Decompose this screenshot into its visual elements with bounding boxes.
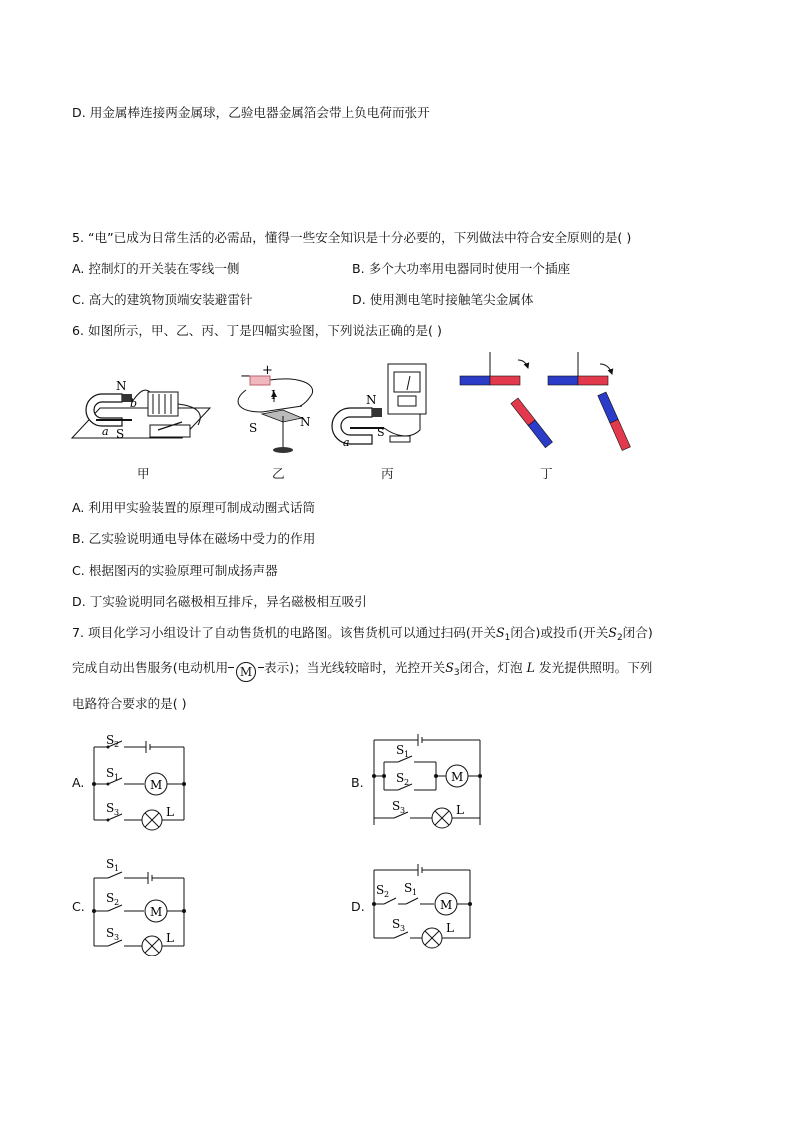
q5-option-c: C. 高大的建筑物顶端安装避雷针 xyxy=(72,292,253,307)
figure-label-ding: 丁 xyxy=(540,466,553,481)
figure-label-yi: 乙 xyxy=(272,466,285,481)
jia-letter-s: S xyxy=(116,427,125,441)
q5-stem: 5. “电”已成为日常生活的必需品，懂得一些安全知识是十分必要的，下列做法中符合安全原则的是( ) xyxy=(72,230,632,245)
svg-text:S: S xyxy=(106,801,115,815)
circuit-option-b-label: B. xyxy=(351,775,364,790)
q7-line-2: 完成自动出售服务(电动机用 M 表示)；当光线较暗时，光控开关$S_3$闭合，灯泡 L 发光提供照明。下列 xyxy=(72,658,652,683)
svg-text:1: 1 xyxy=(412,888,418,897)
motor-symbol-icon: M xyxy=(236,662,256,682)
jia-letter-n: N xyxy=(116,379,127,393)
yi-letter-s: S xyxy=(249,421,258,435)
bing-letter-s: S xyxy=(377,426,385,439)
svg-text:3: 3 xyxy=(114,808,120,817)
yi-current-label: I xyxy=(271,388,276,402)
svg-text:2: 2 xyxy=(404,778,410,787)
circuit-option-a-label: A. xyxy=(72,775,85,790)
svg-text:1: 1 xyxy=(114,773,120,782)
bing-letter-a: a xyxy=(343,436,350,449)
figure-label-jia: 甲 xyxy=(137,466,150,481)
q6-stem: 6. 如图所示，甲、乙、丙、丁是四幅实验图，下列说法正确的是( ) xyxy=(72,323,442,338)
q6-option-c: C. 根据图丙的实验原理可制成扬声器 xyxy=(72,563,278,578)
q6-option-b: B. 乙实验说明通电导体在磁场中受力的作用 xyxy=(72,531,316,546)
figure-yi-apparatus xyxy=(238,363,313,453)
svg-text:S: S xyxy=(106,857,115,871)
svg-text:S: S xyxy=(392,917,401,931)
compass-needle-icon xyxy=(262,410,302,422)
svg-text:1: 1 xyxy=(114,864,120,873)
svg-text:S: S xyxy=(376,883,385,897)
circuit-diagram-b xyxy=(366,730,486,830)
jia-letter-b: b xyxy=(130,397,138,410)
circuit-diagram-d xyxy=(366,856,486,956)
svg-text:3: 3 xyxy=(400,924,406,933)
circuit-diagram-c xyxy=(86,856,206,956)
q7-line-3: 电路符合要求的是( ) xyxy=(72,696,187,711)
circuit-option-c-label: C. xyxy=(72,899,85,914)
svg-text:L: L xyxy=(166,931,174,945)
figure-label-bing: 丙 xyxy=(381,466,394,481)
yi-letter-n: N xyxy=(300,415,311,429)
figure-bing-apparatus xyxy=(332,364,426,449)
svg-text:3: 3 xyxy=(114,933,120,942)
svg-text:M: M xyxy=(451,770,464,784)
svg-text:3: 3 xyxy=(400,806,406,815)
svg-text:S: S xyxy=(106,891,115,905)
q6-experiment-figures xyxy=(0,350,794,490)
svg-text:M: M xyxy=(150,778,163,792)
svg-text:2: 2 xyxy=(114,740,120,749)
yi-plus-sign: + xyxy=(262,363,273,378)
svg-text:S: S xyxy=(404,881,413,895)
svg-text:M: M xyxy=(150,905,163,919)
svg-text:S: S xyxy=(396,771,405,785)
figure-jia-apparatus xyxy=(72,379,210,441)
q6-option-d: D. 丁实验说明同名磁极相互排斥，异名磁极相互吸引 xyxy=(72,594,367,609)
svg-text:S: S xyxy=(106,766,115,780)
q5-option-b: B. 多个大功率用电器同时使用一个插座 xyxy=(352,261,571,276)
q6-option-a: A. 利用甲实验装置的原理可制成动圈式话筒 xyxy=(72,500,316,515)
svg-text:2: 2 xyxy=(384,890,390,899)
circuit-diagram-a xyxy=(86,732,206,832)
svg-text:1: 1 xyxy=(404,750,410,759)
yi-minus-sign: − xyxy=(240,369,251,384)
svg-text:L: L xyxy=(446,921,454,935)
circuit-option-d-label: D. xyxy=(351,899,365,914)
jia-letter-a: a xyxy=(102,425,109,438)
svg-text:S: S xyxy=(396,743,405,757)
svg-text:M: M xyxy=(440,898,453,912)
figure-ding-magnets xyxy=(460,352,630,450)
svg-text:S: S xyxy=(106,733,115,747)
q5-option-d: D. 使用测电笔时接触笔尖金属体 xyxy=(352,292,534,307)
svg-text:2: 2 xyxy=(114,898,120,907)
svg-text:S: S xyxy=(392,799,401,813)
q4-option-d: D. 用金属棒连接两金属球，乙验电器金属箔会带上负电荷而张开 xyxy=(72,105,430,120)
q7-line-1: 7. 项目化学习小组设计了自动售货机的电路图。该售货机可以通过扫码(开关$S_1$闭合)或投币(开关$S_2$闭合) xyxy=(72,625,653,643)
svg-text:L: L xyxy=(166,805,174,819)
q5-option-a: A. 控制灯的开关装在零线一侧 xyxy=(72,261,240,276)
svg-text:S: S xyxy=(106,926,115,940)
bing-letter-n: N xyxy=(366,393,377,407)
svg-text:L: L xyxy=(456,803,464,817)
